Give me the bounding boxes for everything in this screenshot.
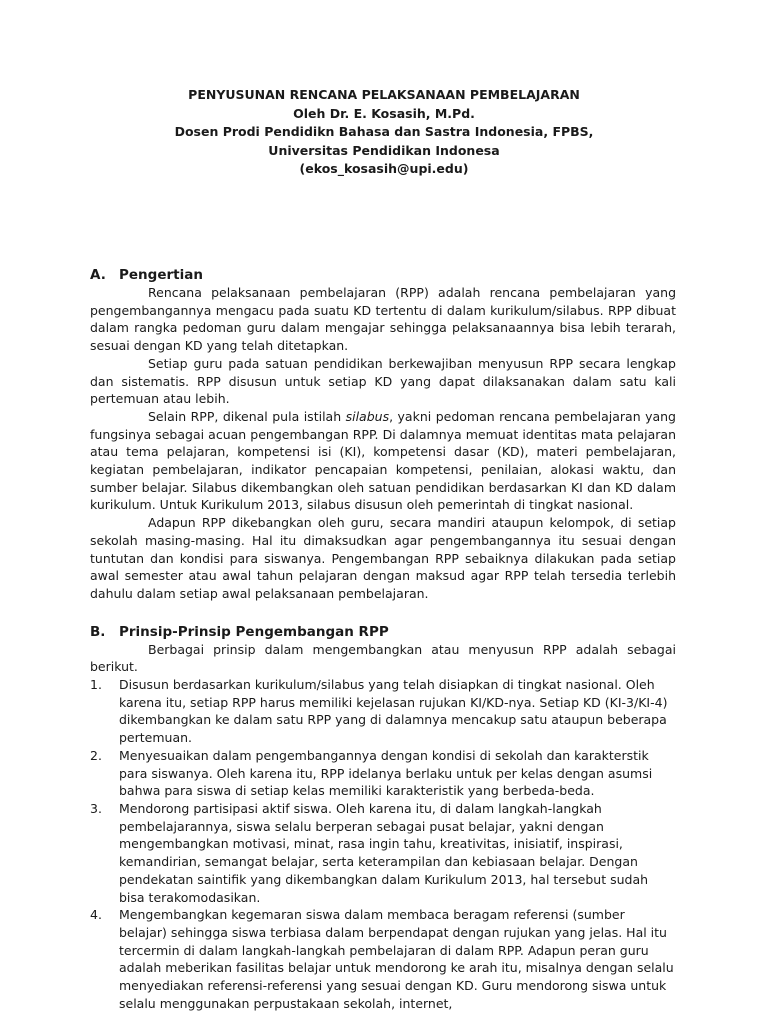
- list-item-number: 2.: [90, 747, 102, 763]
- affiliation-line: Dosen Prodi Pendidikn Bahasa dan Sastra Indonesia, FPBS,: [174, 124, 594, 139]
- list-item-text: Disusun berdasarkan kurikulum/silabus yang telah disiapkan di tingkat nasional. Oleh karena itu, setiap RPP harus memiliki kejelasan rujukan KI/KD-nya. Setiap KD (KI-3/KI-4) dikembangkan ke dalam satu RPP yang di dalamnya mencakup satu ataupun beberapa pertemuan.: [119, 677, 668, 746]
- list-item-number: 3.: [90, 800, 102, 816]
- section-b-intro: Berbagai prinsip dalam mengembangkan atau menyusun RPP adalah sebagai berikut.: [90, 641, 676, 675]
- document-title: PENYUSUNAN RENCANA PELAKSANAAN PEMBELAJARAN: [188, 87, 580, 102]
- list-item: [90, 906, 676, 1012]
- paragraph-3-start: Selain RPP, dikenal pula istilah: [148, 408, 346, 424]
- list-item: [90, 676, 676, 747]
- list-item-number: 1.: [90, 677, 102, 693]
- list-item-number: 4.: [90, 907, 102, 923]
- document-header: [90, 86, 678, 179]
- university-line: Universitas Pendidikan Indonesa: [268, 142, 500, 158]
- document-body: [90, 266, 676, 1012]
- section-a-paragraph-2: Setiap guru pada satuan pendidikan berkewajiban menyusun RPP secara lengkap dan sistematis. RPP disusun untuk setiap KD yang dapat dilaksanakan dalam satu kali pertemuan atau lebih.: [90, 355, 676, 407]
- section-a-paragraph-3: [90, 408, 676, 514]
- paragraph-3-end: , yakni pedoman rencana pembelajaran yang fungsinya sebagai acuan pengembangan RPP. Di dalamnya memuat identitas mata pelajaran atau tema pelajaran, kompetensi isi (KI), kompetensi dasar (KD), materi pembelajaran, kegiatan pembelajaran, indikator pencapaian kompetensi, penilaian, alokasi waktu, dan sumber belajar. Silabus dikembangkan oleh satuan pendidikan berdasarkan KI dan KD dalam kurikulum. Untuk Kurikulum 2013, silabus disusun oleh pemerintah di tingkat nasional.: [90, 408, 676, 513]
- section-a-letter: A.: [90, 267, 106, 283]
- section-a-paragraph-1: Rencana pelaksanaan pembelajaran (RPP) adalah rencana pembelajaran yang pengembangannya mengacu pada suatu KD tertentu di dalam kurikulum/silabus. RPP dibuat dalam rangka pedoman guru dalam mengajar sehingga pelaksanaannya bisa lebih terarah, sesuai dengan KD yang telah ditetapkan.: [90, 285, 676, 354]
- author-line: Oleh Dr. E. Kosasih, M.Pd.: [293, 105, 475, 121]
- section-a-title: Pengertian: [119, 267, 203, 283]
- section-b-letter: B.: [90, 623, 106, 640]
- list-item: [90, 747, 676, 800]
- principles-list: [90, 676, 676, 1012]
- section-b-heading: [90, 623, 676, 641]
- list-item-text: Menyesuaikan dalam pengembangannya dengan kondisi di sekolah dan karakterstik para siswanya. Oleh karena itu, RPP idelanya berlaku untuk per kelas dengan asumsi bahwa para siswa di setiap kelas memiliki karakteristik yang berbeda-beda.: [119, 747, 653, 799]
- section-b-title: Prinsip-Prinsip Pengembangan RPP: [119, 623, 389, 640]
- section-a-paragraph-4: Adapun RPP dikebangkan oleh guru, secara mandiri ataupun kelompok, di setiap sekolah masing-masing. Hal itu dimaksudkan agar pengembangannya itu sesuai dengan tuntutan dan kondisi para siswanya. Pengembangan RPP sebaiknya dilakukan pada setiap awal semester atau awal tahun pelajaran dengan maksud agar RPP telah tersedia terlebih dahulu dalam setiap awal pelaksanaan pembelajaran.: [90, 515, 676, 601]
- list-item-text: Mendorong partisipasi aktif siswa. Oleh karena itu, di dalam langkah-langkah pembelajarannya, siswa selalu berperan sebagai pusat belajar, yakni dengan mengembangkan motivasi, minat, rasa ingin tahu, kreativitas, inisiatif, inspirasi, kemandirian, semangat belajar, serta keterampilan dan kebiasaan belajar. Dengan pendekatan saintifik yang dikembangkan dalam Kurikulum 2013, hal tersebut sudah bisa terakomodasikan.: [119, 800, 649, 905]
- section-gap: [90, 603, 676, 623]
- email-line: (ekos_kosasih@upi.edu): [299, 161, 469, 176]
- list-item-text: Mengembangkan kegemaran siswa dalam membaca beragam referensi (sumber belajar) sehingga siswa terbiasa dalam berpendapat dengan rujukan yang jelas. Hal itu tercermin di dalam langkah-langkah pembelajaran di dalam RPP. Adapun peran guru adalah meberikan fasilitas belajar untuk mendorong ke arah itu, misalnya dengan selalu menyediakan referensi-referensi yang sesuai dengan KD. Guru mendorong siswa untuk selalu menggunakan perpustakaan sekolah, internet,: [119, 907, 674, 1011]
- list-item: [90, 800, 676, 906]
- silabus-term: silabus: [345, 408, 390, 424]
- section-a-heading: [90, 266, 676, 284]
